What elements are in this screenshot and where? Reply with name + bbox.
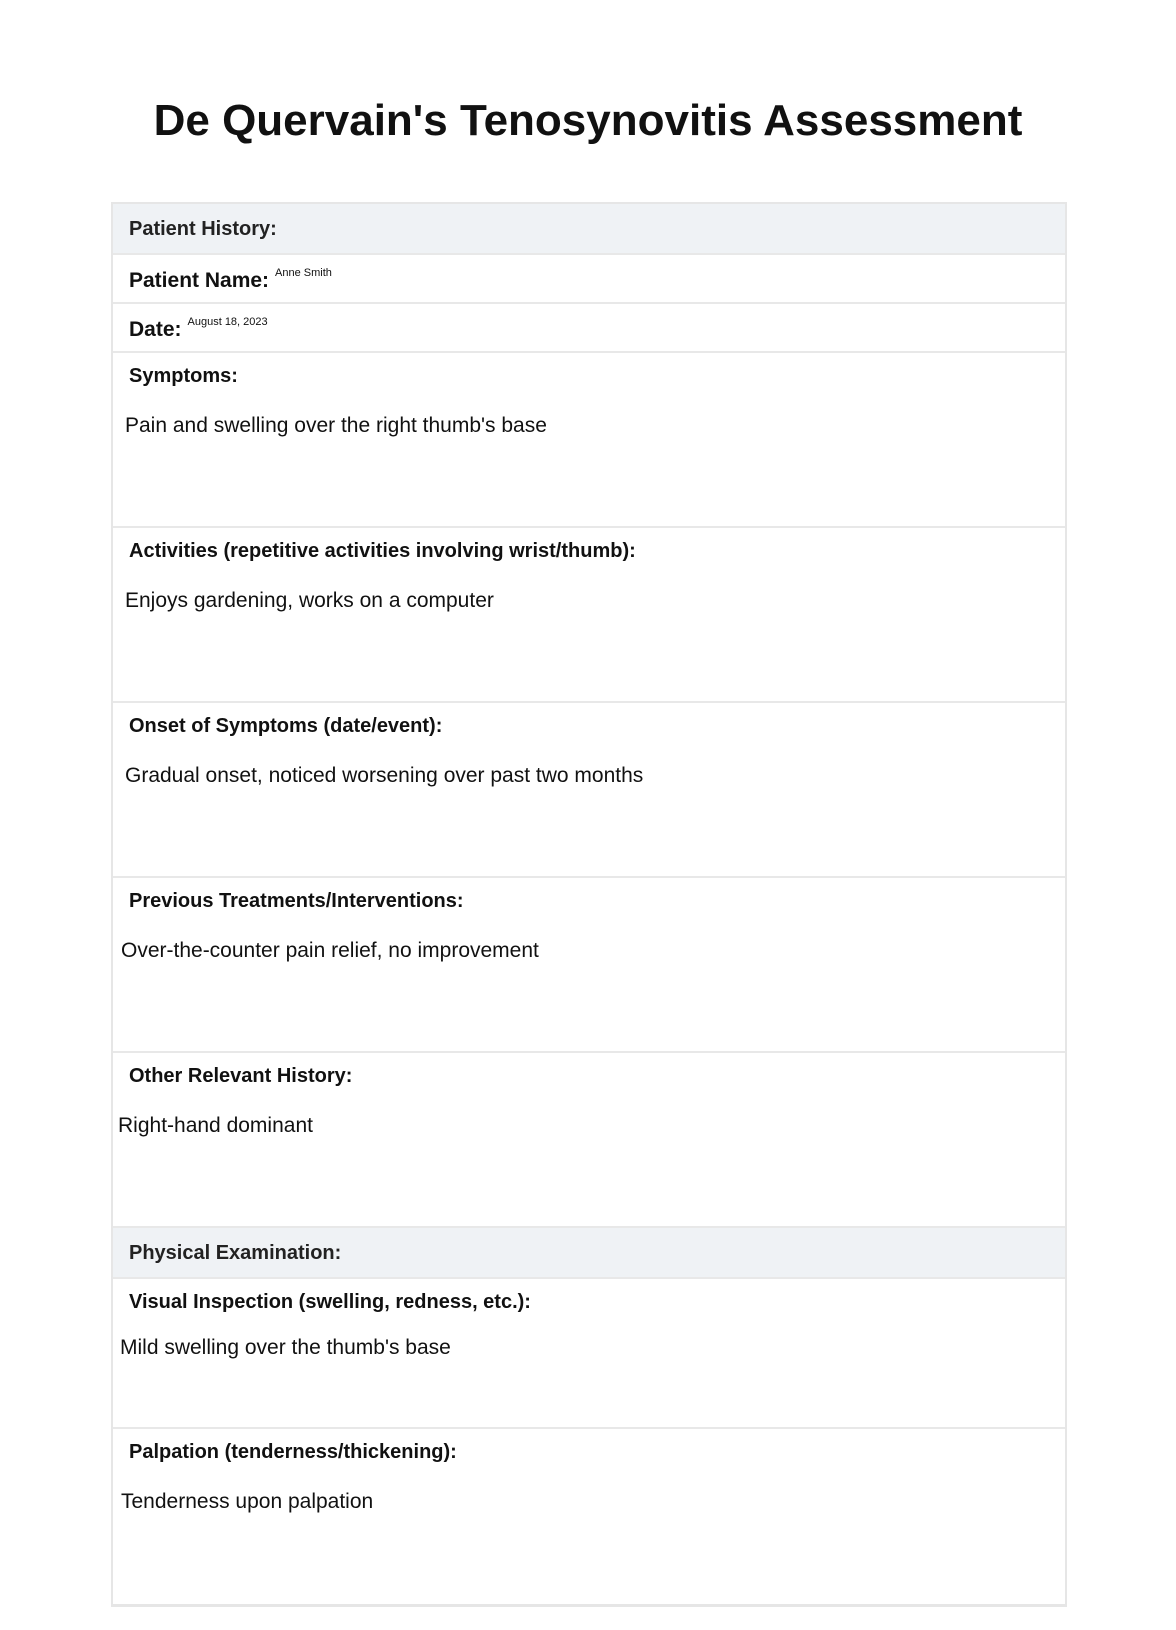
field-previous-treatments xyxy=(113,878,1065,1053)
assessment-table xyxy=(111,202,1067,1607)
field-label: Activities (repetitive activities involving wrist/thumb): xyxy=(129,540,636,562)
field-value: Right-hand dominant xyxy=(118,1114,313,1137)
date-label: Date: xyxy=(129,318,182,341)
field-label: Symptoms: xyxy=(129,365,238,387)
field-label: Visual Inspection (swelling, redness, etc.): xyxy=(129,1291,531,1313)
field-label: Palpation (tenderness/thickening): xyxy=(129,1441,457,1463)
patient-name-label: Patient Name: xyxy=(129,269,270,292)
field-value: Tenderness upon palpation xyxy=(121,1490,374,1513)
page-title: De Quervain's Tenosynovitis Assessment xyxy=(153,96,1023,145)
field-activities xyxy=(113,528,1065,703)
field-other-history xyxy=(113,1053,1065,1228)
section-header-patient-history: Patient History: xyxy=(113,204,1065,255)
field-label: Onset of Symptoms (date/event): xyxy=(129,715,443,737)
date-row xyxy=(113,304,1065,353)
patient-name-row xyxy=(113,255,1065,304)
field-visual-inspection xyxy=(113,1279,1065,1429)
field-palpation xyxy=(113,1429,1065,1604)
field-value: Over-the-counter pain relief, no improvement xyxy=(121,939,539,962)
field-symptoms xyxy=(113,353,1065,528)
field-onset xyxy=(113,703,1065,878)
field-value: Enjoys gardening, works on a computer xyxy=(125,589,494,612)
field-label: Other Relevant History: xyxy=(129,1065,353,1087)
field-value: Mild swelling over the thumb's base xyxy=(120,1336,451,1359)
section-header-physical-examination: Physical Examination: xyxy=(113,1228,1065,1279)
field-value: Pain and swelling over the right thumb's base xyxy=(125,414,547,437)
field-label: Previous Treatments/Interventions: xyxy=(129,890,464,912)
patient-name-value: Anne Smith xyxy=(275,267,332,279)
field-value: Gradual onset, noticed worsening over past two months xyxy=(125,764,644,787)
date-value: August 18, 2023 xyxy=(187,316,268,328)
